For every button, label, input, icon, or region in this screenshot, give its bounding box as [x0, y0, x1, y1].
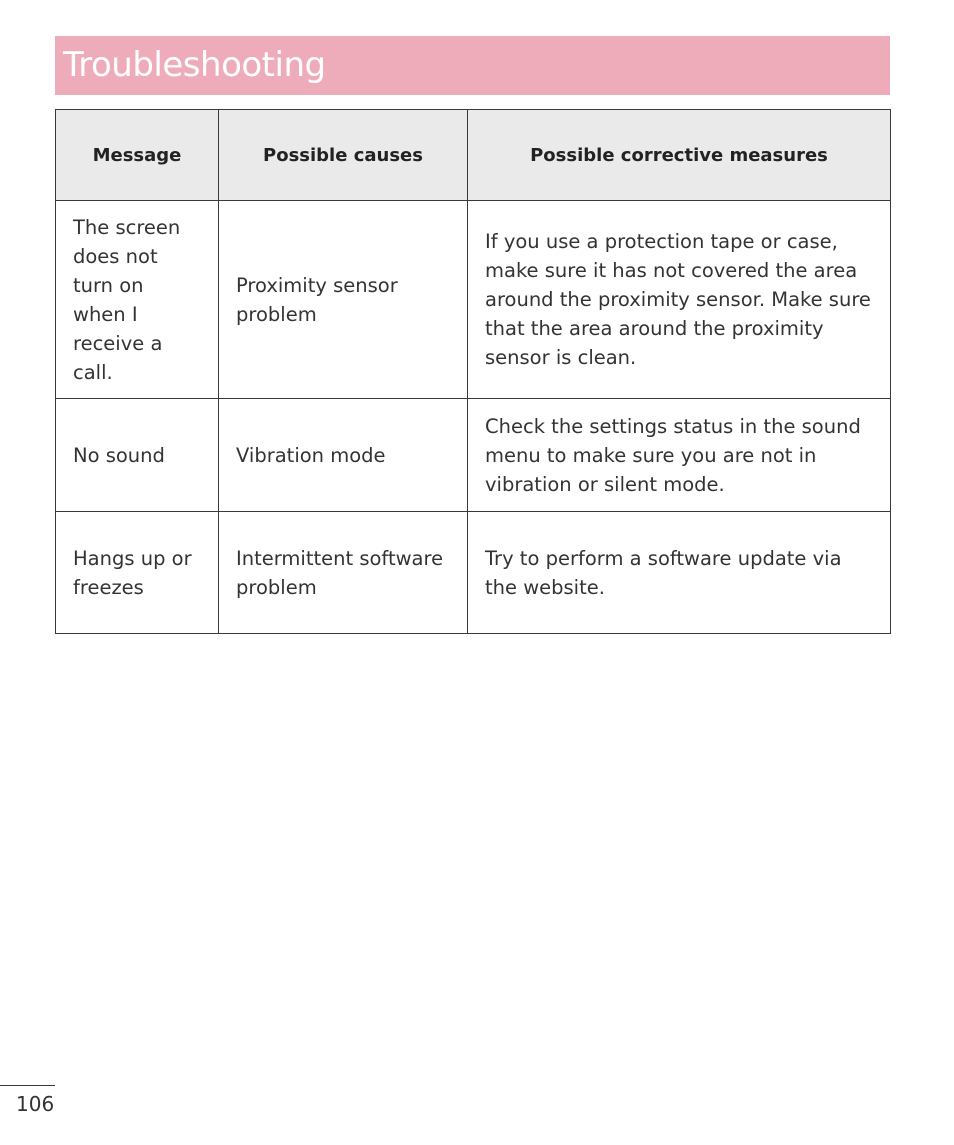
table-row	[56, 399, 891, 512]
column-header-message: Message	[56, 110, 219, 201]
section-title-bar	[55, 36, 890, 95]
table-header-row	[56, 110, 891, 201]
page-title: Troubleshooting	[63, 45, 326, 85]
message-cell: The screen does not turn on when I receive a call.	[56, 201, 219, 399]
measure-cell: Check the settings status in the sound menu to make sure you are not in vibration or silent mode.	[468, 399, 891, 512]
measure-cell: Try to perform a software update via the website.	[468, 512, 891, 634]
cause-cell: Proximity sensor problem	[219, 201, 468, 399]
table-row	[56, 201, 891, 399]
measure-cell: If you use a protection tape or case, make sure it has not covered the area around the proximity sensor. Make sure that the area around the proximity sensor is clean.	[468, 201, 891, 399]
troubleshooting-table	[55, 109, 891, 634]
message-cell: Hangs up or freezes	[56, 512, 219, 634]
page-number-footer	[0, 1085, 55, 1125]
cause-cell: Vibration mode	[219, 399, 468, 512]
page-number: 106	[16, 1092, 55, 1116]
message-cell: No sound	[56, 399, 219, 512]
column-header-measures: Possible corrective measures	[468, 110, 891, 201]
table-row	[56, 512, 891, 634]
cause-cell: Intermittent software problem	[219, 512, 468, 634]
column-header-causes: Possible causes	[219, 110, 468, 201]
